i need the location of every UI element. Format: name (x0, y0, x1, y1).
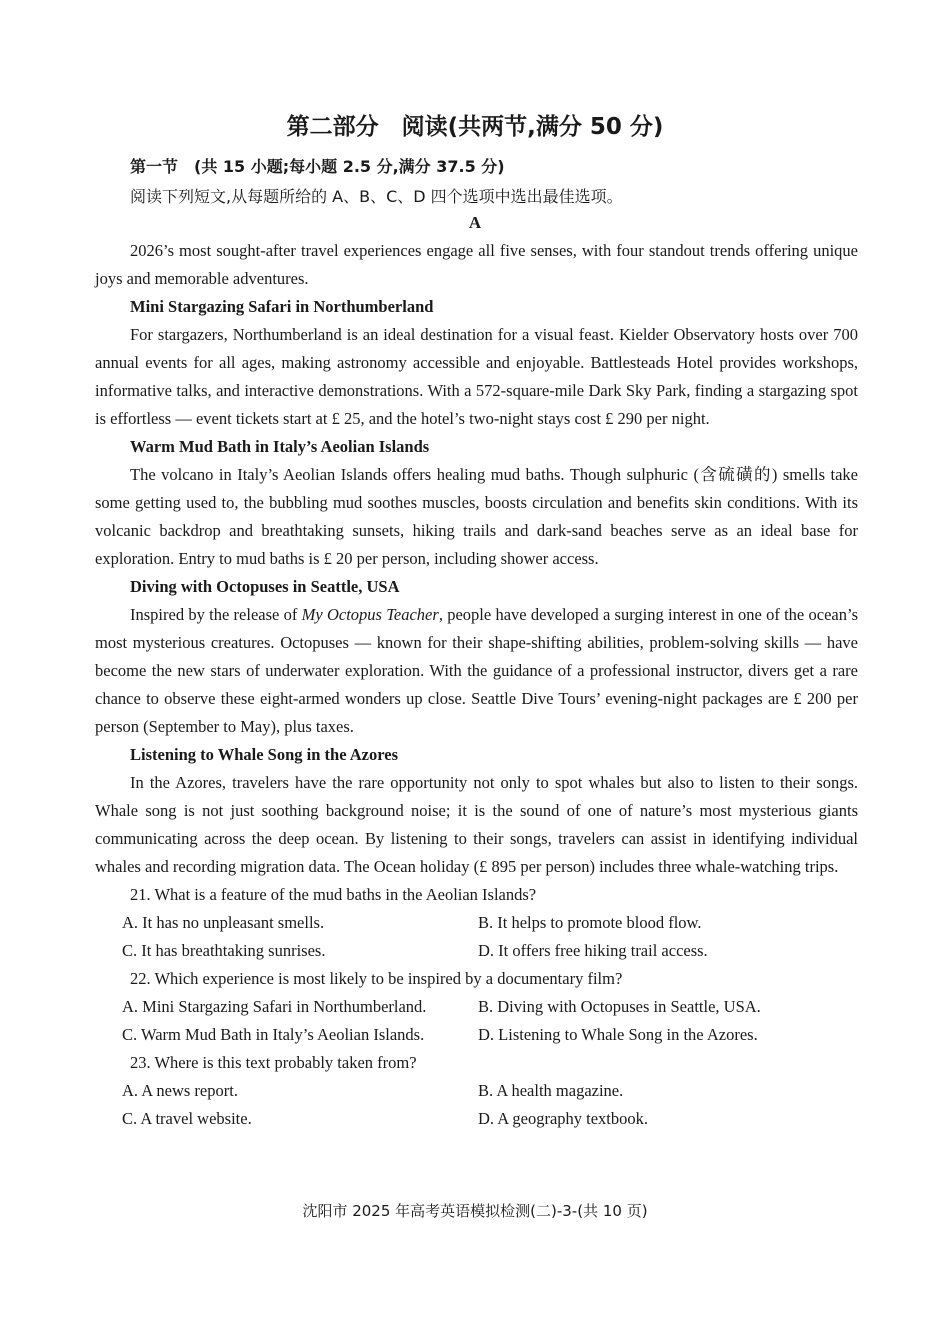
section-heading: Listening to Whale Song in the Azores (130, 745, 399, 764)
option: A. A news report. (122, 1081, 238, 1100)
paragraph: In the Azores, travelers have the rare opportunity not only to spot whales but also to listen to their songs. Whale song is not just soothing background noise; it is the sound of one of nature’s most mysterious giants communicating across the deep ocean. By listening to their songs, travelers can assist in identifying individual whales and recording migration data. The Ocean holiday (£ 895 per person) includes three whale-watching trips. (95, 773, 858, 876)
option: C. It has breathtaking sunrises. (122, 941, 326, 960)
option: A. Mini Stargazing Safari in Northumberland. (122, 997, 427, 1016)
question-stem: 22. Which experience is most likely to be inspired by a documentary film? (130, 969, 623, 988)
option: B. A health magazine. (478, 1081, 624, 1100)
text: Inspired by the release of (130, 605, 302, 624)
option: A. It has no unpleasant smells. (122, 913, 325, 932)
paragraph (95, 601, 858, 741)
instructions: 阅读下列短文,从每题所给的 A、B、C、D 四个选项中选出最佳选项。 (130, 187, 623, 206)
question-stem: 21. What is a feature of the mud baths in the Aeolian Islands? (130, 885, 537, 904)
option: B. It helps to promote blood flow. (478, 913, 702, 932)
part-title: 第二部分 阅读(共两节,满分 50 分) (286, 114, 664, 140)
text: , people have developed a surging interest in one of the ocean’s most mysterious creatures. Octopuses — known for their shape-shifting abilities, problem-solving skills — have become the new stars of underwater exploration. With the guidance of a professional instructor, divers get a rare chance to observe these eight-armed wonders up close. Seattle Dive Tours’ evening-night packages are £ 200 per person (September to May), plus taxes. (95, 605, 859, 736)
option: C. A travel website. (122, 1109, 252, 1128)
option: D. It offers free hiking trail access. (478, 941, 708, 960)
option: D. A geography textbook. (478, 1109, 649, 1128)
film-title: My Octopus Teacher (301, 605, 439, 624)
question-22 (95, 965, 858, 1049)
paragraph: For stargazers, Northumberland is an ideal destination for a visual feast. Kielder Observatory hosts over 700 annual events for all ages, making astronomy accessible and enjoyable. Battlesteads Hotel provides workshops, informative talks, and interactive demonstrations. With a 572-square-mile Dark Sky Park, finding a stargazing spot is effortless — event tickets start at £ 25, and the hotel’s two-night stays cost £ 290 per night. (95, 325, 858, 428)
question-21 (95, 881, 858, 965)
page-footer: 沈阳市 2025 年高考英语模拟检测(二)-3-(共 10 页) (302, 1202, 648, 1220)
question-stem: 23. Where is this text probably taken from? (130, 1053, 417, 1072)
question-23 (95, 1049, 858, 1133)
paragraph: The volcano in Italy’s Aeolian Islands offers healing mud baths. Though sulphuric (含硫磺的) smells take some getting used to, the bubbling mud soothes muscles, boosts circulation and benefits skin conditions. With its volcanic backdrop and breathtaking sunsets, hiking trails and dark-sand beaches serve as an ideal base for exploration. Entry to mud baths is £ 20 per person, including shower access. (95, 465, 858, 568)
option: B. Diving with Octopuses in Seattle, USA. (478, 997, 761, 1016)
intro-paragraph: 2026’s most sought-after travel experiences engage all five senses, with four standout trends offering unique joys and memorable adventures. (95, 241, 858, 288)
passage-letter: A (468, 213, 482, 232)
section-heading: Diving with Octopuses in Seattle, USA (130, 577, 400, 596)
passage-body (95, 237, 858, 1133)
option: C. Warm Mud Bath in Italy’s Aeolian Islands. (122, 1025, 425, 1044)
section-heading: 第一节 (共 15 小题;每小题 2.5 分,满分 37.5 分) (130, 157, 505, 176)
option: D. Listening to Whale Song in the Azores. (478, 1025, 758, 1044)
section-heading: Warm Mud Bath in Italy’s Aeolian Islands (130, 437, 430, 456)
section-heading: Mini Stargazing Safari in Northumberland (130, 297, 434, 316)
